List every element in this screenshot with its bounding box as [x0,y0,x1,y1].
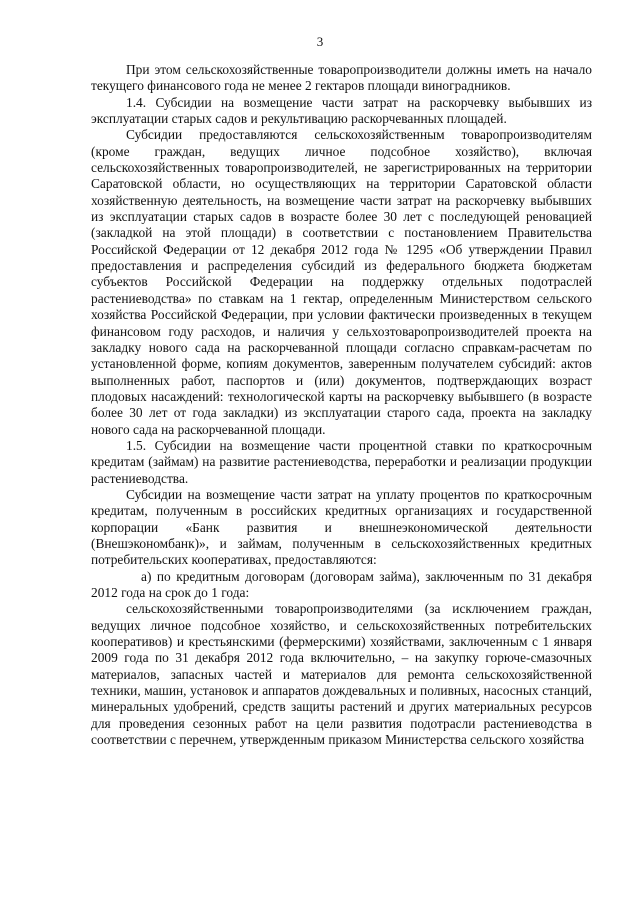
paragraph-vineyards-requirement: При этом сельскохозяйственные товаропроизводители должны иметь на начало текущего финансового года не менее 2 гектаров площади виноградников. [91,62,592,94]
paragraph-subsidy-interest: Субсидии на возмещение части затрат на уплату процентов по краткосрочным кредитам, полученным в российских кредитных организациях и государственной корпорации «Банк развития и внешнеэкономической деятельности (Внешэкономбанк)», и займам, полученным в сельскохозяйственных кредитных потребительских кооперативах, предоставляются: [91,486,592,568]
page-number: 3 [316,34,324,49]
document-body [91,62,592,748]
section-1-5-heading: 1.5. Субсидии на возмещение части процентной ставки по краткосрочным кредитам (займам) на развитие растениеводства, переработки и реализации продукции растениеводства. [91,437,592,486]
paragraph-subsidy-orchards: Субсидии предоставляются сельскохозяйственным товаропроизводителям (кроме граждан, ведущих личное подсобное хозяйство), включая сельскохозяйственных товаропроизводителей, не зарегистрированных на территории Саратовской области, но осуществляющих на территории Саратовской области хозяйственную деятельность, на возмещение части затрат на раскорчевку выбывших из эксплуатации старых садов в возрасте более 30 лет с последующей реновацией (закладкой на этой площади) в соответствии с постановлением Правительства Российской Федерации от 12 декабря 2012 года № 1295 «Об утверждении Правил предоставления и распределения субсидий из федерального бюджета бюджетам субъектов Российской Федерации на поддержку отдельных подотраслей растениеводства» по ставкам на 1 гектар, определенным Министерством сельского хозяйства Российской Федерации, при условии фактически произведенных в текущем финансовом году расходов, и наличия у сельхозтоваропроизводителей проекта на закладку нового сада на раскорчеванной площади согласно справкам-расчетам по установленной форме, копиям документов, заверенным получателем субсидий: актов выполненных работ, паспортов и (или) документов, подтверждающих возраст плодовых насаждений: технологической карты на раскорчевку выбывшего (в возрасте более 30 лет от года закладки) из эксплуатации старого сада, проекта на закладку нового сада на раскорчеванной площади. [91,127,592,437]
paragraph-producers-fuel-materials: сельскохозяйственными товаропроизводителями (за исключением граждан, ведущих личное подсобное хозяйство, и сельскохозяйственных потребительских кооперативов) и крестьянскими (фермерскими) хозяйствами, заключенным с 1 января 2009 года по 31 декабря 2012 года включительно, – на закупку горюче-смазочных материалов, запасных частей и материалов для ремонта сельскохозяйственной техники, машин, установок и аппаратов дождевальных и поливных, насосных станций, минеральных удобрений, средств защиты растений и других материальных ресурсов для проведения сезонных работ на цели развития подотрасли растениеводства в соответствии с перечнем, утвержденным приказом Министерства сельского хозяйства [91,601,592,748]
section-1-4-heading: 1.4. Субсидии на возмещение части затрат на раскорчевку выбывших из эксплуатации старых садов и рекультивацию раскорчеванных площадей. [91,94,592,127]
paragraph-item-a: а) по кредитным договорам (договорам займа), заключенным по 31 декабря 2012 года на срок до 1 года: [91,568,592,600]
